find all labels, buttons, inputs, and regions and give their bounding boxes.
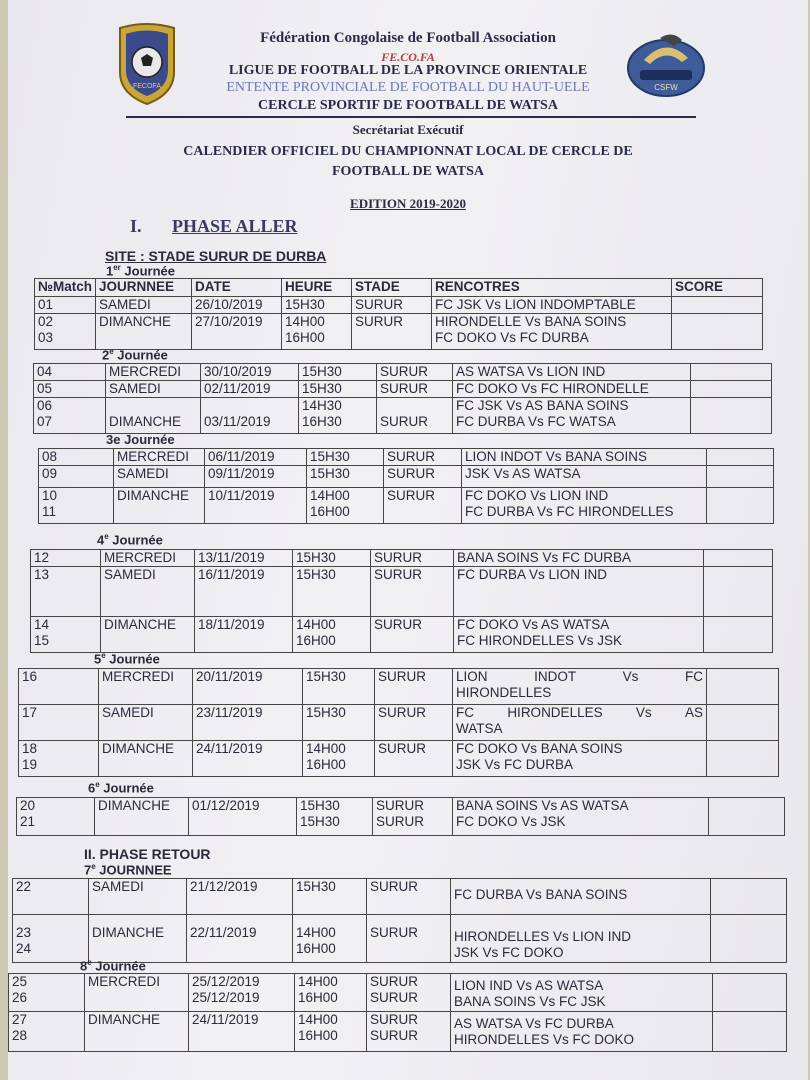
table-row <box>31 617 773 653</box>
journee-2-label: 2e Journée <box>102 347 168 363</box>
table-cell <box>709 798 785 836</box>
secretariat: Secrétariat Exécutif <box>352 122 464 137</box>
table-cell: 15H30 15H30 <box>297 798 373 836</box>
table-cell: DIMANCHE <box>95 798 189 836</box>
title-line-2: FOOTBALL DE WATSA <box>332 164 484 179</box>
table-cell <box>707 705 779 741</box>
table-cell: 15H30 <box>307 449 384 466</box>
table-cell: DIMANCHE <box>106 398 201 434</box>
table-cell: 06/11/2019 <box>205 449 307 466</box>
table-row <box>39 449 774 466</box>
table-cell: 14H00 16H00 <box>293 617 371 653</box>
table-cell <box>691 364 772 381</box>
table-cell: 25 26 <box>9 974 85 1012</box>
table-header-row <box>35 279 763 297</box>
table-cell <box>707 669 779 705</box>
csfw-logo-text: CSFW <box>654 83 678 92</box>
table-row <box>17 798 785 836</box>
table-cell: 15H30 <box>293 550 371 567</box>
table-cell: 23/11/2019 <box>193 705 303 741</box>
col-header-rencontres: RENCOTRES <box>432 279 672 297</box>
table-cell: SURUR <box>371 617 454 653</box>
table-cell: BANA SOINS Vs AS WATSA FC DOKO Vs JSK <box>453 798 709 836</box>
table-cell: FC DURBA Vs LION IND <box>454 567 704 617</box>
table-cell: 01 <box>35 297 96 314</box>
table-cell: DIMANCHE <box>114 488 205 524</box>
table-cell: AS WATSA Vs FC DURBA HIRONDELLES Vs FC DOKO <box>451 1012 713 1052</box>
table-cell: SURUR <box>352 297 432 314</box>
table-cell: SURUR SURUR <box>367 974 451 1012</box>
col-header-date: DATE <box>192 279 282 297</box>
table-cell: 14H00 16H00 <box>282 314 352 350</box>
table-row <box>9 974 787 1012</box>
table-cell: 18/11/2019 <box>195 617 293 653</box>
table-cell: 21/12/2019 <box>187 879 293 915</box>
table-cell <box>707 488 774 524</box>
table-cell: 10/11/2019 <box>205 488 307 524</box>
journee-5-label: 5e Journée <box>94 651 160 667</box>
table-cell: 25/12/2019 25/12/2019 <box>189 974 295 1012</box>
table-cell: 20 21 <box>17 798 95 836</box>
table-cell: 09 <box>39 466 114 488</box>
table-cell: 06 07 <box>34 398 106 434</box>
table-cell: 14H00 16H00 <box>295 974 367 1012</box>
table-cell: FC JSK Vs LION INDOMPTABLE <box>432 297 672 314</box>
table-cell: MERCREDI <box>85 974 189 1012</box>
table-cell: JSK Vs AS WATSA <box>462 466 707 488</box>
table-row <box>39 466 774 488</box>
table-cell: MERCREDI <box>99 669 193 705</box>
table-cell: 24/11/2019 <box>189 1012 295 1052</box>
table-row <box>31 550 773 567</box>
table-cell: SURUR <box>375 741 453 777</box>
table-row <box>35 314 763 350</box>
table-cell: 15H30 <box>299 381 377 398</box>
table-cell: SURUR <box>384 449 462 466</box>
table-cell: HIRONDELLE Vs BANA SOINS FC DOKO Vs FC DURBA <box>432 314 672 350</box>
table-cell: SAMEDI <box>106 381 201 398</box>
table-cell: 08 <box>39 449 114 466</box>
table-row <box>34 398 772 434</box>
table-cell: 13/11/2019 <box>195 550 293 567</box>
table-row <box>35 297 763 314</box>
table-cell <box>691 381 772 398</box>
table-cell: SAMEDI <box>89 879 187 915</box>
journee-3-table <box>38 448 774 524</box>
table-cell: 18 19 <box>19 741 99 777</box>
table-cell: 12 <box>31 550 101 567</box>
table-cell: 02 03 <box>35 314 96 350</box>
table-row <box>13 879 787 915</box>
journee-1-table <box>34 278 763 350</box>
table-cell <box>691 398 772 434</box>
table-cell <box>704 617 773 653</box>
table-cell: 24/11/2019 <box>193 741 303 777</box>
table-cell: SURUR <box>375 705 453 741</box>
col-header-journee: JOURNNEE <box>96 279 192 297</box>
table-cell: FC HIRONDELLES Vs AS WATSA <box>453 705 707 741</box>
edition: EDITION 2019-2020 <box>350 196 466 211</box>
table-cell: 15H30 <box>293 567 371 617</box>
table-cell: SURUR <box>384 488 462 524</box>
table-cell: 02/11/2019 <box>201 381 299 398</box>
table-cell: DIMANCHE <box>96 314 192 350</box>
table-row <box>13 915 787 963</box>
table-cell: SURUR <box>377 364 453 381</box>
table-cell: FC DOKO Vs AS WATSA FC HIRONDELLES Vs JSK <box>454 617 704 653</box>
table-cell: SURUR <box>384 466 462 488</box>
col-header-stade: STADE <box>352 279 432 297</box>
table-cell: 15H30 <box>303 705 375 741</box>
table-cell: MERCREDI <box>114 449 205 466</box>
table-cell: MERCREDI <box>106 364 201 381</box>
table-cell: SURUR <box>377 381 453 398</box>
table-cell: 27 28 <box>9 1012 85 1052</box>
federation-name: Fédération Congolaise de Football Association <box>260 30 556 46</box>
cercle-name: CERCLE SPORTIF DE FOOTBALL DE WATSA <box>258 98 558 113</box>
table-cell <box>711 915 787 963</box>
table-cell: 14H00 16H00 <box>307 488 384 524</box>
ligue-name: LIGUE DE FOOTBALL DE LA PROVINCE ORIENTALE <box>228 63 588 78</box>
document-page <box>8 0 808 1080</box>
table-cell: SURUR <box>371 550 454 567</box>
journee-4-label: 4e Journée <box>97 532 163 548</box>
table-cell <box>704 567 773 617</box>
table-cell: 13 <box>31 567 101 617</box>
table-row <box>31 567 773 617</box>
table-cell: 15H30 <box>282 297 352 314</box>
col-header-heure: HEURE <box>282 279 352 297</box>
table-cell: SAMEDI <box>96 297 192 314</box>
table-row <box>9 1012 787 1052</box>
table-cell: SURUR <box>367 879 451 915</box>
table-cell: 15H30 <box>293 879 367 915</box>
table-cell: SAMEDI <box>114 466 205 488</box>
table-cell: 16 <box>19 669 99 705</box>
journee-7-label: 7e JOURNNEE <box>84 862 172 878</box>
table-cell: SURUR SURUR <box>373 798 453 836</box>
journee-4-table <box>30 549 773 653</box>
table-cell <box>672 314 763 350</box>
table-cell: FC DOKO Vs BANA SOINS JSK Vs FC DURBA <box>453 741 707 777</box>
journee-8-label: 8e Journée <box>80 958 146 974</box>
phase-aller-num: I. <box>130 216 142 236</box>
phase-aller-heading <box>130 216 298 237</box>
table-cell: 30/10/2019 <box>201 364 299 381</box>
fecofa-logo-text: FECOFA <box>132 83 162 90</box>
phase-aller-title: PHASE ALLER <box>172 216 298 236</box>
table-cell <box>713 974 787 1012</box>
journee-7-table <box>12 878 787 963</box>
table-row <box>19 741 779 777</box>
table-cell: 15H30 <box>299 364 377 381</box>
table-cell: LION IND Vs AS WATSA BANA SOINS Vs FC JSK <box>451 974 713 1012</box>
table-cell: AS WATSA Vs LION IND <box>453 364 691 381</box>
journee-8-table <box>8 973 787 1052</box>
table-cell: BANA SOINS Vs FC DURBA <box>454 550 704 567</box>
table-row <box>34 364 772 381</box>
table-cell <box>704 550 773 567</box>
table-cell: 05 <box>34 381 106 398</box>
table-cell: DIMANCHE <box>101 617 195 653</box>
table-cell: DIMANCHE <box>99 741 193 777</box>
table-cell <box>707 741 779 777</box>
table-cell: 14H30 16H30 <box>299 398 377 434</box>
journee-2-table <box>33 363 772 434</box>
col-header-score: SCORE <box>672 279 763 297</box>
table-cell: 04 <box>34 364 106 381</box>
table-cell: SAMEDI <box>99 705 193 741</box>
table-cell: LION INDOT Vs FC HIRONDELLES <box>453 669 707 705</box>
table-cell: SURUR SURUR <box>367 1012 451 1052</box>
table-cell: 16/11/2019 <box>195 567 293 617</box>
table-cell: SURUR <box>375 669 453 705</box>
fecofa-acronym: FE.CO.FA <box>381 50 435 64</box>
table-cell: SURUR <box>371 567 454 617</box>
table-cell: SURUR <box>377 398 453 434</box>
table-row <box>19 669 779 705</box>
table-cell: FC DOKO Vs FC HIRONDELLE <box>453 381 691 398</box>
table-cell <box>713 1012 787 1052</box>
table-cell <box>711 879 787 915</box>
table-row <box>19 705 779 741</box>
header-rule <box>126 116 696 118</box>
title-line-1: CALENDIER OFFICIEL DU CHAMPIONNAT LOCAL DE CERCLE DE <box>183 144 633 159</box>
table-cell: 09/11/2019 <box>205 466 307 488</box>
table-cell: 17 <box>19 705 99 741</box>
table-cell: FC DOKO Vs LION IND FC DURBA Vs FC HIRONDELLES <box>462 488 707 524</box>
table-cell: 14 15 <box>31 617 101 653</box>
table-cell: 15H30 <box>307 466 384 488</box>
journee-6-label: 6e Journée <box>88 780 154 796</box>
table-cell <box>672 297 763 314</box>
table-row <box>34 381 772 398</box>
table-cell: DIMANCHE <box>85 1012 189 1052</box>
site-label: SITE : STADE SURUR DE DURBA <box>105 248 327 264</box>
table-cell: 15H30 <box>303 669 375 705</box>
table-cell <box>707 449 774 466</box>
table-cell <box>707 466 774 488</box>
table-cell: 14H00 16H00 <box>303 741 375 777</box>
table-cell: 22/11/2019 <box>187 915 293 963</box>
table-cell: MERCREDI <box>101 550 195 567</box>
table-cell: 10 11 <box>39 488 114 524</box>
table-cell: 20/11/2019 <box>193 669 303 705</box>
table-cell: SURUR <box>352 314 432 350</box>
table-cell: 01/12/2019 <box>189 798 297 836</box>
table-cell: SURUR <box>367 915 451 963</box>
table-cell: 23 24 <box>13 915 89 963</box>
table-cell: LION INDOT Vs BANA SOINS <box>462 449 707 466</box>
journee-1-label: 1er Journée <box>106 263 175 279</box>
phase-retour-heading: II. PHASE RETOUR <box>84 846 211 862</box>
journee-6-table <box>16 797 785 836</box>
table-cell: 26/10/2019 <box>192 297 282 314</box>
journee-5-table <box>18 668 779 777</box>
table-cell: SAMEDI <box>101 567 195 617</box>
journee-3-label: 3e Journée <box>106 432 175 447</box>
table-cell: HIRONDELLES Vs LION IND JSK Vs FC DOKO <box>451 915 711 963</box>
table-cell: 03/11/2019 <box>201 398 299 434</box>
table-cell: FC JSK Vs AS BANA SOINS FC DURBA Vs FC WATSA <box>453 398 691 434</box>
table-cell: 14H00 16H00 <box>293 915 367 963</box>
table-row <box>39 488 774 524</box>
table-cell: 22 <box>13 879 89 915</box>
table-cell: 14H00 16H00 <box>295 1012 367 1052</box>
table-cell: 27/10/2019 <box>192 314 282 350</box>
col-header-match: №Match <box>35 279 96 297</box>
entente-name: ENTENTE PROVINCIALE DE FOOTBALL DU HAUT-UELE <box>226 80 590 95</box>
table-cell: FC DURBA Vs BANA SOINS <box>451 879 711 915</box>
table-cell: DIMANCHE <box>89 915 187 963</box>
